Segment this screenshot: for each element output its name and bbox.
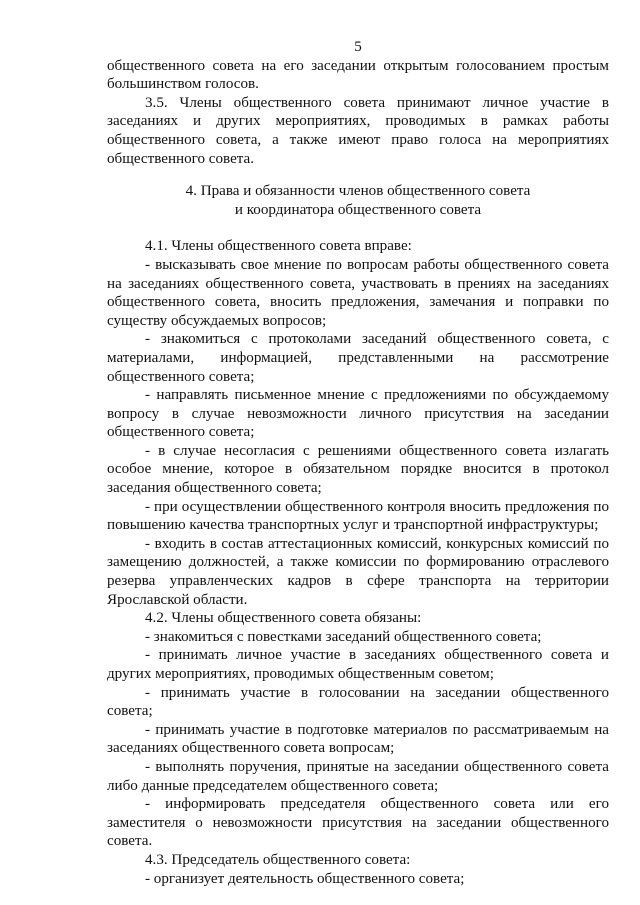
section-heading-line-2: и координатора общественного совета [234, 201, 482, 218]
list-item: - высказывать свое мнение по вопросам работы общественного совета на заседаниях общественного совета, участвовать в прениях на заседаниях общественного совета, вносить предложения, замечания и поправки по существу обсуждаемых вопросов; [107, 256, 609, 329]
paragraph-4-2: 4.2. Члены общественного совета обязаны: [145, 610, 422, 627]
paragraph-3-5: 3.5. Члены общественного совета принимают личное участие в заседаниях и других мероприятиях, проводимых в рамках работы общественного совета, а также имеют право голоса на мероприятиях общественного совета. [107, 94, 609, 167]
list-item: - знакомиться с протоколами заседаний общественного совета, с материалами, информацией, представленными на рассмотрение общественного совета; [107, 331, 609, 385]
list-item: - принимать участие в подготовке материалов по рассматриваемым на заседаниях общественного совета вопросам; [107, 721, 609, 757]
list-item: - в случае несогласия с решениями общественного совета излагать особое мнение, которое в обязательном порядке вносится в протокол заседания общественного совета; [107, 442, 609, 497]
list-item: - при осуществлении общественного контроля вносить предложения по повышению качества транспортных услуг и транспортной инфраструктуры; [107, 498, 609, 534]
section-heading-line-1: 4. Права и обязанности членов общественного совета [185, 183, 531, 200]
list-item: - выполнять поручения, принятые на заседании общественного совета либо данные председателем общественного совета; [107, 758, 609, 794]
paragraph-4-1: 4.1. Члены общественного совета вправе: [145, 238, 412, 255]
list-item: - входить в состав аттестационных комиссий, конкурсных комиссий по замещению должностей, а также комиссии по формированию отраслевого резерва управленческих кадров в сфере транспорта на территории Ярославской области. [107, 535, 609, 608]
list-item: - направлять письменное мнение с предложениями по обсуждаемому вопросу в случае невозможности личного присутствия на заседании общественного совета; [107, 387, 609, 441]
list-item: - информировать председателя общественного совета или его заместителя о невозможности присутствия на заседании общественного совета. [107, 796, 609, 850]
paragraph-continuation: общественного совета на его заседании открытым голосованием простым большинством голосов. [107, 57, 609, 93]
section-heading [107, 182, 609, 219]
list-item: - принимать участие в голосовании на заседании общественного совета; [107, 684, 609, 720]
list-item: - знакомиться с повестками заседаний общественного совета; [145, 628, 542, 645]
page-number: 5 [354, 39, 362, 55]
paragraph-4-3: 4.3. Председатель общественного совета: [145, 851, 411, 868]
list-item: - организует деятельность общественного совета; [145, 870, 465, 887]
list-item: - принимать личное участие в заседаниях общественного совета и других мероприятиях, проводимых общественным советом; [107, 647, 609, 682]
document-page [107, 38, 609, 888]
